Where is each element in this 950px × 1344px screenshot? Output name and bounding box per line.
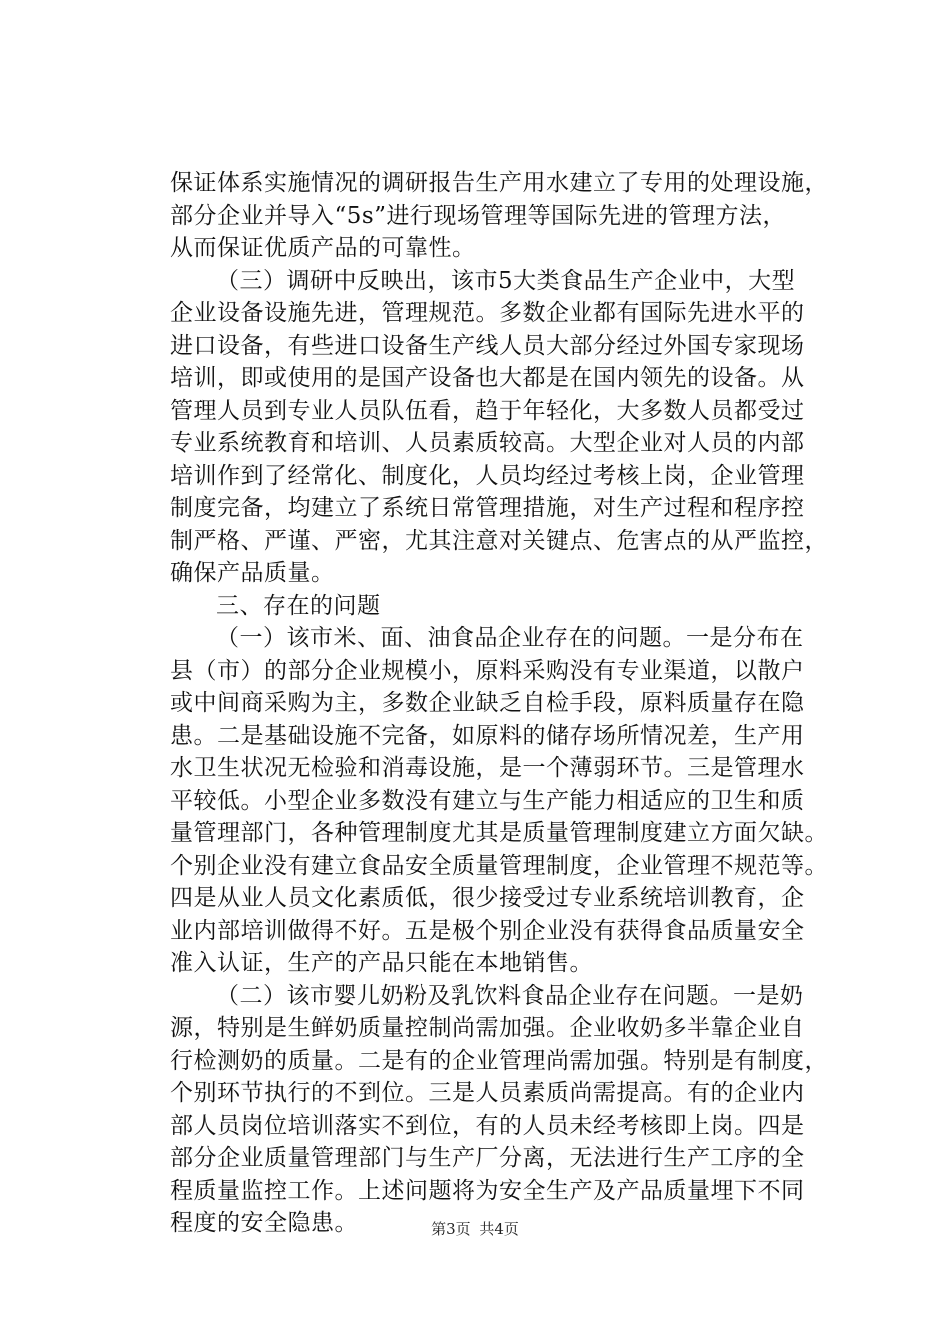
- text-line: 程度的安全隐患。: [170, 1210, 358, 1236]
- text-line: 行检测奶的质量。二是有的企业管理尚需加强。特别是有制度，: [170, 1047, 828, 1074]
- text-line: 患。二是基础设施不完备，如原料的储存场所情况差，生产用: [170, 722, 805, 749]
- text-line: 县（市）的部分企业规模小，原料采购没有专业渠道，以散户: [170, 657, 805, 684]
- text-line: 从而保证优质产品的可靠性。: [170, 235, 476, 261]
- text-line: 管理人员到专业人员队伍看，趋于年轻化，大多数人员都受过: [170, 397, 805, 424]
- text-line: 平较低。小型企业多数没有建立与生产能力相适应的卫生和质: [170, 787, 805, 814]
- text-line: 制严格、严谨、严密，尤其注意对关键点、危害点的从严监控，: [170, 527, 828, 554]
- text-line: 或中间商采购为主，多数企业缺乏自检手段，原料质量存在隐: [170, 690, 805, 716]
- page-footer: [0, 1218, 950, 1239]
- text-line: 部人员岗位培训落实不到位，有的人员未经考核即上岗。四是: [170, 1112, 805, 1139]
- text-line: 保证体系实施情况的调研报告生产用水建立了专用的处理设施，: [170, 170, 828, 196]
- text-line: 培训，即或使用的是国产设备也大都是在国内领先的设备。从: [170, 365, 805, 391]
- text-line: 业内部培训做得不好。五是极个别企业没有获得食品质量安全: [170, 917, 805, 944]
- text-line: 专业系统教育和培训、人员素质较高。大型企业对人员的内部: [170, 430, 805, 456]
- page-number: 第3页: [431, 1220, 471, 1238]
- text-line: （二）该市婴儿奶粉及乳饮料食品企业存在问题。一是奶: [216, 982, 804, 1009]
- text-line: 进口设备，有些进口设备生产线人员大部分经过外国专家现场: [170, 332, 805, 359]
- text-line: 量管理部门，各种管理制度尤其是质量管理制度建立方面欠缺。: [170, 820, 828, 846]
- text-line: 部分企业质量管理部门与生产厂分离，无法进行生产工序的全: [170, 1145, 805, 1171]
- text-line: 四是从业人员文化素质低，很少接受过专业系统培训教育，企: [170, 885, 805, 911]
- text-line: （一）该市米、面、油食品企业存在的问题。一是分布在: [216, 625, 804, 651]
- text-line: 源，特别是生鲜奶质量控制尚需加强。企业收奶多半靠企业自: [170, 1015, 805, 1041]
- body-text: [170, 167, 834, 1240]
- text-line: 个别企业没有建立食品安全质量管理制度，企业管理不规范等。: [170, 852, 828, 879]
- text-line: 确保产品质量。: [170, 560, 335, 586]
- text-line: 个别环节执行的不到位。三是人员素质尚需提高。有的企业内: [170, 1080, 805, 1106]
- text-line: 部分企业并导入“5s”进行现场管理等国际先进的管理方法，: [170, 202, 786, 229]
- text-line: 培训作到了经常化、制度化，人员均经过考核上岗，企业管理: [170, 462, 805, 489]
- text-line: 水卫生状况无检验和消毒设施，是一个薄弱环节。三是管理水: [170, 755, 805, 781]
- text-line: 程质量监控工作。上述问题将为安全生产及产品质量埋下不同: [170, 1177, 805, 1204]
- text-line: 制度完备，均建立了系统日常管理措施，对生产过程和程序控: [170, 495, 805, 521]
- text-line: 企业设备设施先进，管理规范。多数企业都有国际先进水平的: [170, 300, 805, 326]
- text-line: 三、存在的问题: [216, 592, 381, 619]
- page-total: 共4页: [479, 1220, 519, 1238]
- text-line: 准入认证，生产的产品只能在本地销售。: [170, 950, 593, 976]
- text-line: （三）调研中反映出，该市5大类食品生产企业中，大型: [216, 267, 796, 294]
